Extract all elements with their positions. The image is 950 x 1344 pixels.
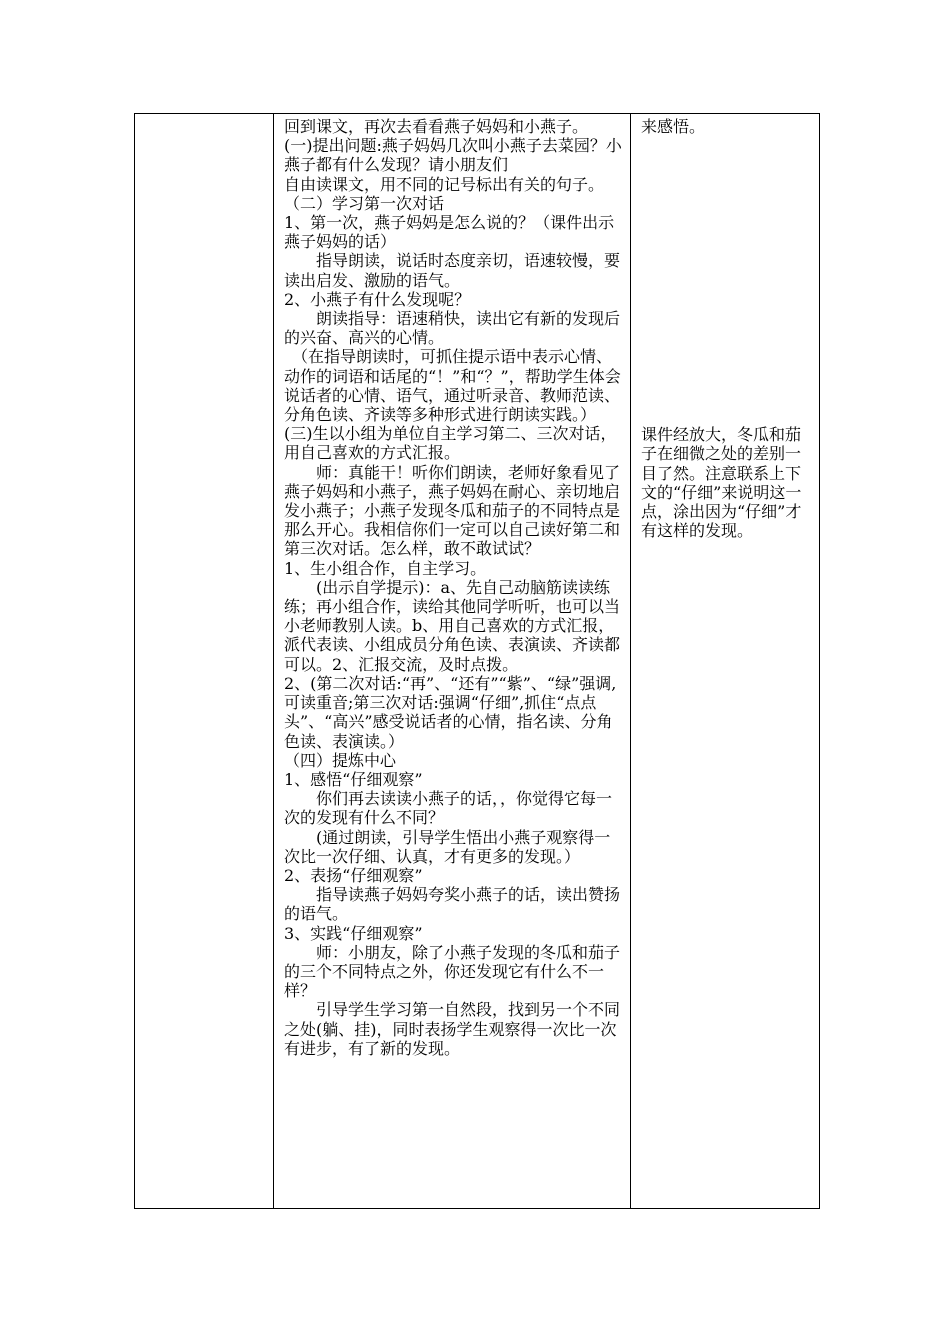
process-line: 引导学生学习第一自然段，找到另一个不同之处(躺、挂)，同时表扬学生观察得一次比一次有进步，有了新的发现。: [284, 1000, 621, 1058]
process-line: 2、小燕子有什么发现呢？: [284, 289, 471, 309]
process-line: 师：小朋友，除了小燕子发现的冬瓜和茄子的三个不同特点之外，你还发现它有什么不一样？: [284, 942, 621, 1001]
process-line: 指导朗读，说话时态度亲切，语速较慢，要读出启发、激励的语气。: [284, 251, 621, 290]
process-line: 朗读指导：语速稍快，读出它有新的发现后的兴奋、高兴的心情。: [284, 309, 621, 348]
teaching-process-text: [274, 114, 630, 1058]
teaching-process-cell: [274, 114, 631, 1209]
process-line: (通过朗读，引导学生悟出小燕子观察得一次比一次仔细、认真，才有更多的发现。）: [284, 827, 611, 866]
table-row: [135, 114, 820, 1209]
note-line: 来感悟。: [641, 117, 706, 136]
process-line: (出示自学提示)：a、先自己动脑筋读读练练；再小组合作，读给其他同学听听，也可以当小老师教别人读。b、用自己喜欢的方式汇报，派代表读、小组成员分角色读、表演读、齐读都可以。2、汇报交流，及时点拨。: [284, 577, 621, 674]
section-heading: （四）提炼中心: [284, 750, 397, 770]
process-line: 回到课文，再次去看看燕子妈妈和小燕子。: [284, 117, 589, 136]
spacer: [641, 136, 815, 425]
process-line: （在指导朗读时，可抓住提示语中表示心情、动作的词语和话尾的“！”和“？”，帮助学生体会说话者的心情、语气，通过听录音、教师范读、分角色读、齐读等多种形式进行朗读实践。）: [284, 347, 621, 425]
process-line: (一)提出问题:燕子妈妈几次叫小燕子去菜园？小燕子都有什么发现？请小朋友们: [284, 136, 622, 175]
empty-first-column-cell: [135, 114, 274, 1209]
process-line: 1、生小组合作，自主学习。: [284, 558, 487, 578]
lesson-plan-table: [134, 113, 820, 1209]
note-line: 课件经放大，冬瓜和茄子在细微之处的差别一目了然。注意联系上下文的“仔细”来说明这一点，涂出因为“仔细”才有这样的发现。: [641, 425, 802, 541]
section-heading: （二）学习第一次对话: [284, 193, 445, 213]
process-line: 2、表扬“仔细观察”: [284, 865, 423, 885]
process-line: 指导读燕子妈妈夸奖小燕子的话，读出赞扬的语气。: [284, 885, 621, 924]
process-line: 2、(第二次对话:“再”、“还有”“紫”、“绿”强调,可读重音;第三次对话:强调“仔细”,抓住“点点头”、“高兴”感受说话者的心情，指名读、分角色读、表演读。）: [284, 673, 617, 751]
design-intent-cell: [631, 114, 820, 1209]
section-heading: (三)生以小组为单位自主学习第二、三次对话，用自己喜欢的方式汇报。: [284, 424, 617, 463]
process-line: 3、实践“仔细观察”: [284, 923, 423, 943]
process-line: 1、第一次，燕子妈妈是怎么说的？（课件出示燕子妈妈的话）: [284, 213, 615, 252]
process-line: 自由读课文，用不同的记号标出有关的句子。: [284, 174, 605, 194]
process-line: 1、感悟“仔细观察”: [284, 769, 423, 789]
design-intent-text: [631, 114, 819, 540]
process-line: 师：真能干！听你们朗读，老师好象看见了燕子妈妈和小燕子，燕子妈妈在耐心、亲切地启发小燕子；小燕子发现冬瓜和茄子的不同特点是那么开心。我相信你们一定可以自己读好第二和第三次对话。怎么样，敢不敢试试？: [284, 462, 621, 559]
process-line: 你们再去读读小燕子的话，，你觉得它每一次的发现有什么不同？: [284, 789, 613, 828]
